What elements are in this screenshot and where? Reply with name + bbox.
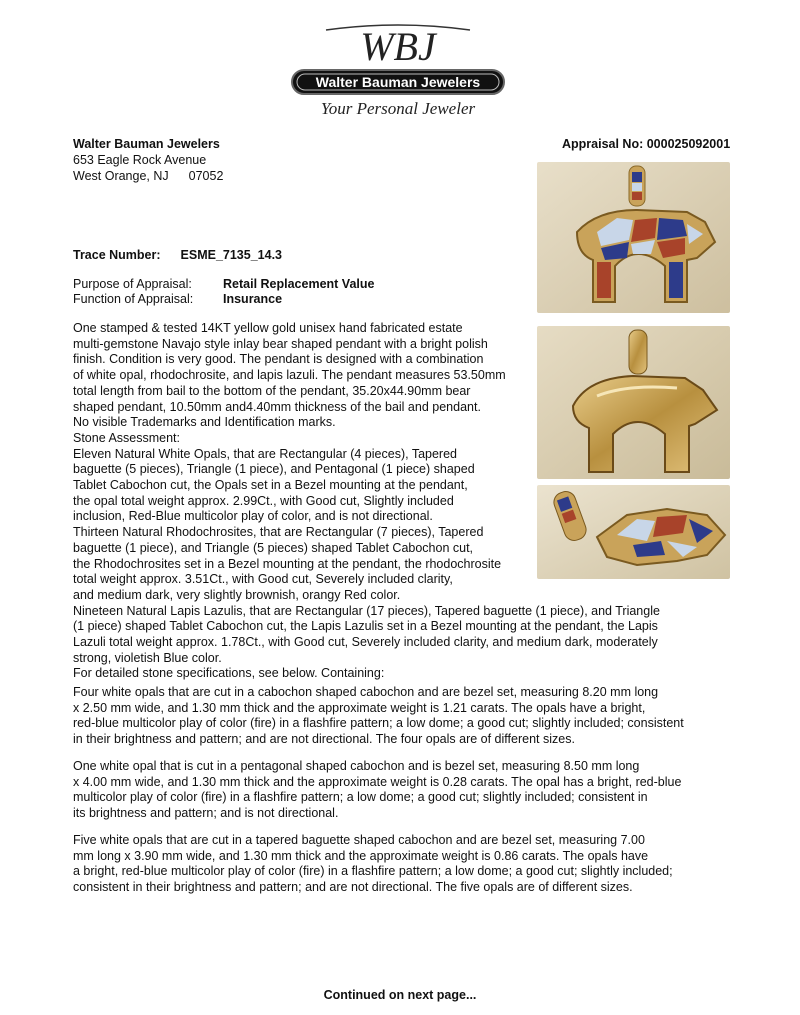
logo-tagline: Your Personal Jeweler xyxy=(320,99,476,118)
purpose-label: Purpose of Appraisal: xyxy=(73,277,192,291)
pendant-back-photo xyxy=(537,326,730,479)
spec-line: Five white opals that are cut in a tapered baguette shaped cabochon and are bezel set, measuring 7.00 xyxy=(73,833,645,847)
continued-footer: Continued on next page... xyxy=(323,988,477,1002)
spec-line: its brightness and pattern; and is not directional. xyxy=(73,806,339,821)
description-line: baguette (1 piece), and Triangle (5 pieces) shaped Tablet Cabochon cut, xyxy=(73,540,474,555)
description-line: No visible Trademarks and Identification marks. xyxy=(73,415,336,430)
appraisal-number: Appraisal No: 000025092001 xyxy=(562,137,731,151)
description-line: Thirteen Natural Rhodochrosites, that are Rectangular (7 pieces), Tapered xyxy=(73,525,484,540)
stone-assessment-heading: Stone Assessment: xyxy=(73,430,181,445)
function-value: Insurance xyxy=(223,292,283,306)
function-label: Function of Appraisal: xyxy=(73,292,194,306)
description-line: finish. Condition is very good. The pendant is designed with a combination xyxy=(73,352,484,367)
trace-label: Trace Number: xyxy=(73,248,161,262)
city-state: West Orange, NJ xyxy=(73,169,169,183)
spec-line: Four white opals that are cut in a cabochon shaped cabochon and are bezel set, measuring 8.20 mm long xyxy=(73,685,659,699)
description-line: Lazuli total weight approx. 1.78Ct., with Good cut, Severely included clarity, and medium dark, moderately xyxy=(73,635,658,650)
spec-line: consistent in their brightness and pattern; and are not directional. The five opals are of different sizes. xyxy=(73,880,633,895)
description-line: Nineteen Natural Lapis Lazulis, that are Rectangular (17 pieces), Tapered baguette (1 piece), and Triangle xyxy=(73,603,660,618)
business-city-state xyxy=(73,169,223,185)
description-line: For detailed stone specifications, see below. Containing: xyxy=(73,666,385,681)
spec-line: One white opal that is cut in a pentagonal shaped cabochon and is bezel set, measuring 8.50 mm long xyxy=(73,759,640,773)
spec-line: multicolor play of color (fire) in a flashfire pattern; a low dome; a good cut; slightly included; consistent in xyxy=(73,790,648,805)
business-name: Walter Bauman Jewelers xyxy=(73,137,220,151)
spec-line: x 4.00 mm wide, and 1.30 mm thick and the approximate weight is 0.28 carats. The opal has a bright, red-blue xyxy=(73,774,682,789)
description-line: strong, violetish Blue color. xyxy=(73,650,222,665)
stone-spec-opal-pentagonal xyxy=(73,759,681,822)
stone-spec-opals-cabochon xyxy=(73,685,684,748)
spec-line: a bright, red-blue multicolor play of color (fire) in a flashfire pattern; a low dome; a good cut; slightly included; xyxy=(73,864,673,879)
spec-line: x 2.50 mm wide, and 1.30 mm thick and the approximate weight is 1.21 carats. The opals have a bright, xyxy=(73,700,646,715)
business-address: 653 Eagle Rock Avenue xyxy=(73,153,207,167)
zip-code: 07052 xyxy=(188,169,224,183)
trace-number xyxy=(73,248,282,264)
description-line: of white opal, rhodochrosite, and lapis lazuli. The pendant measures 53.50mm xyxy=(73,368,506,383)
logo-name: Walter Bauman Jewelers xyxy=(315,74,481,90)
spec-line: mm long x 3.90 mm wide, and 1.30 mm thick and the approximate weight is 0.86 carats. The opals have xyxy=(73,848,649,863)
description-line: the Rhodochrosites set in a Bezel mounting at the pendant, the rhodochrosite xyxy=(73,556,502,571)
description-line: the opal total weight approx. 2.99Ct., with Good cut, Slightly included xyxy=(73,493,454,508)
description-line: inclusion, Red-Blue multicolor play of color, and is not directional. xyxy=(73,509,433,524)
logo-monogram: WBJ xyxy=(360,24,436,69)
description-line: Eleven Natural White Opals, that are Rectangular (4 pieces), Tapered xyxy=(73,446,457,461)
description-line: multi-gemstone Navajo style inlay bear shaped pendant with a bright polish xyxy=(73,336,488,351)
description-line: total length from bail to the bottom of the pendant, 35.20x44.90mm bear xyxy=(73,383,471,398)
description-line: and medium dark, very slightly brownish, orangy Red color. xyxy=(73,587,401,602)
spec-line: in their brightness and pattern; and are not directional. The four opals are of different sizes. xyxy=(73,732,575,747)
description-line: One stamped & tested 14KT yellow gold unisex hand fabricated estate xyxy=(73,321,463,335)
trace-value: ESME_7135_14.3 xyxy=(180,248,282,262)
description-line: shaped pendant, 10.50mm and4.40mm thickness of the bail and pendant. xyxy=(73,399,481,414)
pendant-side-photo xyxy=(537,485,730,579)
spec-line: red-blue multicolor play of color (fire) in a flashfire pattern; a low dome; a good cut; slightly included; consistent xyxy=(73,716,684,731)
company-logo xyxy=(288,18,508,124)
pendant-front-photo xyxy=(537,162,730,313)
description-line: (1 piece) shaped Tablet Cabochon cut, the Lapis Lazulis set in a Bezel mounting at the pendant, the Lapis xyxy=(73,619,658,634)
description-line: Tablet Cabochon cut, the Opals set in a Bezel mounting at the pendant, xyxy=(73,478,468,493)
purpose-value: Retail Replacement Value xyxy=(223,277,375,291)
stone-spec-opals-baguette xyxy=(73,833,673,896)
description-line: total weight approx. 3.51Ct., with Good cut, Severely included clarity, xyxy=(73,572,453,587)
description-line: baguette (5 pieces), Triangle (1 piece), and Pentagonal (1 piece) shaped xyxy=(73,462,475,477)
